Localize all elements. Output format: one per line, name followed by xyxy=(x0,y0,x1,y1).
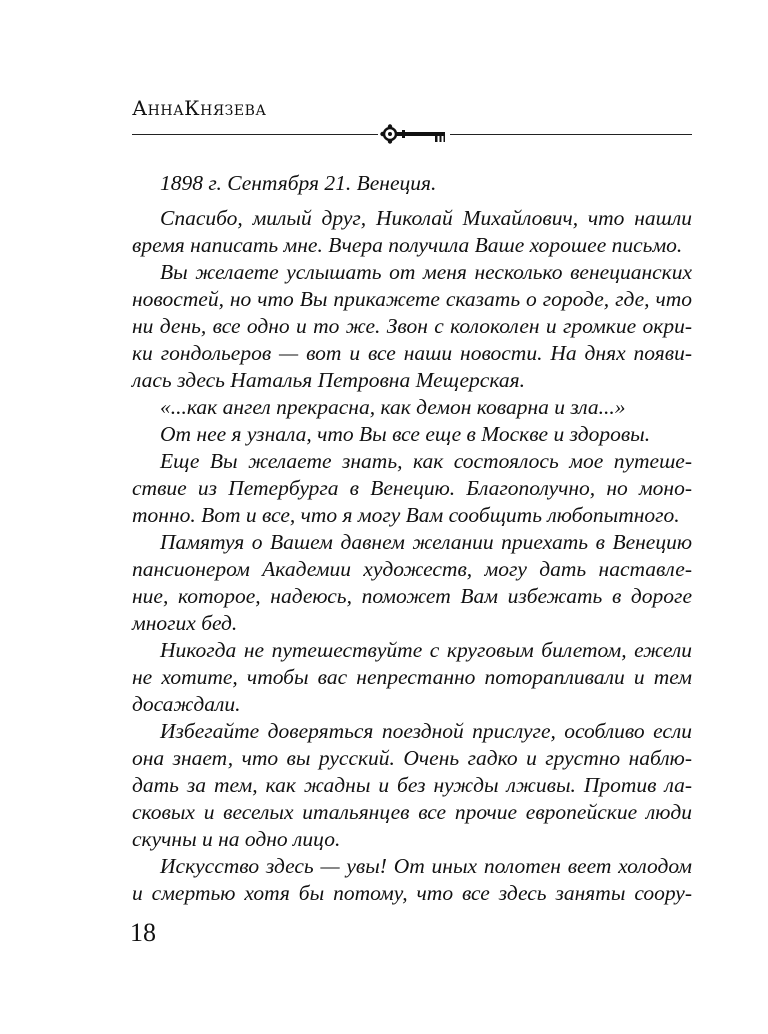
text-line: время написать мне. Вчера получила Ваше хорошее письмо. xyxy=(132,233,683,257)
letter-date-line: 1898 г. Сентября 21. Венеция. xyxy=(160,171,437,195)
text-line: новостей, но что Вы прикажете сказать о городе, где, что xyxy=(132,287,692,311)
text-line: Еще Вы желаете знать, как состоялось мое путеше- xyxy=(160,449,692,473)
text-line: и смертью хотя бы потому, что все здесь заняты соору- xyxy=(132,881,692,905)
text-line: Памятуя о Вашем давнем желании приехать в Венецию xyxy=(160,530,692,554)
text-line: скучны и на одно лицо. xyxy=(132,827,341,851)
text-line: досаждали. xyxy=(132,692,241,716)
text-line: Избегайте доверяться поездной прислуге, особливо если xyxy=(160,719,692,743)
running-header-author: АннаКнязева xyxy=(132,96,267,120)
text-line: многих бед. xyxy=(132,611,238,635)
key-ornament-icon xyxy=(378,122,450,148)
letter-text xyxy=(132,170,692,907)
text-line: Искусство здесь — увы! От иных полотен веет холодом xyxy=(160,854,692,878)
text-line: пансионером Академии художеств, могу дать наставле- xyxy=(132,557,692,581)
text-line: ствие из Петербурга в Венецию. Благополучно, но моно- xyxy=(132,476,692,500)
text-line: тонно. Вот и все, что я могу Вам сообщить любопытного. xyxy=(132,503,680,527)
text-line: «...как ангел прекрасна, как демон коварна и зла...» xyxy=(160,395,626,419)
text-line: лась здесь Наталья Петровна Мещерская. xyxy=(132,368,525,392)
text-line: От нее я узнала, что Вы все еще в Москве и здоровы. xyxy=(160,422,651,446)
text-line: ние, которое, надеюсь, поможет Вам избежать в дороге xyxy=(132,584,692,608)
text-line: ни день, все одно и то же. Звон с колоколен и громкие окри- xyxy=(132,314,692,338)
text-line: Вы желаете услышать от меня несколько венецианских xyxy=(160,260,692,284)
text-line: не хотите, чтобы вас непрестанно поторапливали и тем xyxy=(132,665,692,689)
text-line: Спасибо, милый друг, Николай Михайлович, что нашли xyxy=(160,206,692,230)
text-line: сковых и веселых итальянцев все прочие европейские люди xyxy=(132,800,692,824)
page-number: 18 xyxy=(130,918,156,947)
text-line: дать за тем, как жадны и без нужды лживы. Против ла- xyxy=(132,773,692,797)
text-line: ки гондольеров — вот и все наши новости. На днях появи- xyxy=(132,341,692,365)
text-line: Никогда не путешествуйте с круговым билетом, ежели xyxy=(160,638,692,662)
text-line: она знает, что вы русский. Очень гадко и грустно наблю- xyxy=(132,746,692,770)
